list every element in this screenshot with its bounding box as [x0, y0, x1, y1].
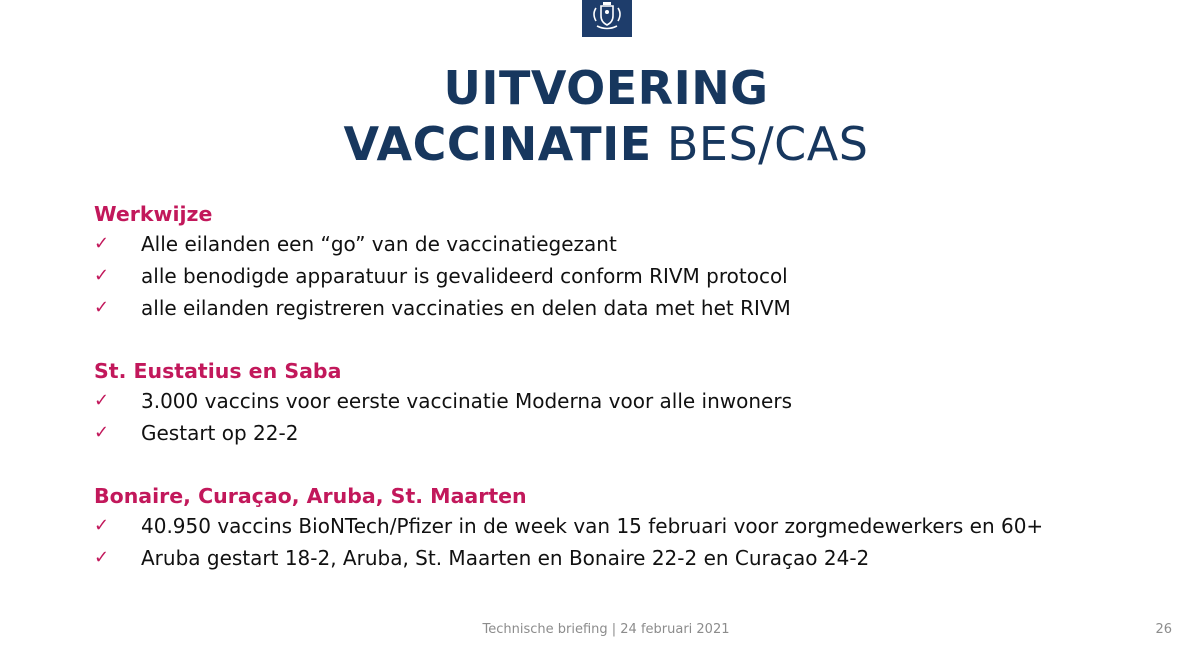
checkmark-icon: ✓	[94, 297, 110, 318]
checkmark-icon: ✓	[94, 547, 110, 568]
list-item	[94, 385, 1194, 417]
bullet-list	[94, 510, 1194, 574]
checkmark-icon: ✓	[94, 390, 110, 411]
section-st-eustatius-saba	[94, 357, 1194, 449]
list-item-text: Gestart op 22-2	[141, 421, 299, 445]
list-item-text: Aruba gestart 18-2, Aruba, St. Maarten en Bonaire 22-2 en Curaçao 24-2	[141, 546, 870, 570]
page-number: 26	[1155, 622, 1172, 637]
list-item	[94, 417, 1194, 449]
list-item-text: Alle eilanden een “go” van de vaccinatiegezant	[141, 232, 617, 256]
list-item-text: alle benodigde apparatuur is gevalideerd conform RIVM protocol	[141, 264, 788, 288]
checkmark-icon: ✓	[94, 422, 110, 443]
bullet-list	[94, 385, 1194, 449]
checkmark-icon: ✓	[94, 515, 110, 536]
title-line-2-light: BES/CAS	[666, 117, 869, 171]
list-item	[94, 292, 1194, 324]
coat-of-arms-icon	[582, 0, 632, 37]
list-item-text: 40.950 vaccins BioNTech/Pfizer in de week van 15 februari voor zorgmedewerkers en 60+	[141, 514, 1044, 538]
section-heading: Werkwijze	[94, 202, 213, 226]
section-heading: St. Eustatius en Saba	[94, 359, 342, 383]
slide-title	[0, 60, 1200, 172]
footer-text: Technische briefing | 24 februari 2021	[482, 622, 730, 637]
slide-content	[94, 200, 1194, 607]
list-item	[94, 260, 1194, 292]
list-item	[94, 228, 1194, 260]
checkmark-icon: ✓	[94, 233, 110, 254]
section-werkwijze	[94, 200, 1194, 324]
bullet-list	[94, 228, 1194, 324]
list-item	[94, 510, 1194, 542]
title-line-1: UITVOERING	[443, 61, 769, 115]
list-item-text: 3.000 vaccins voor eerste vaccinatie Moderna voor alle inwoners	[141, 389, 793, 413]
title-line-2-bold: VACCINATIE	[343, 117, 652, 171]
section-bonaire-curacao-aruba-st-maarten	[94, 482, 1194, 574]
rijksoverheid-logo	[582, 0, 632, 37]
list-item	[94, 542, 1194, 574]
checkmark-icon: ✓	[94, 265, 110, 286]
list-item-text: alle eilanden registreren vaccinaties en delen data met het RIVM	[141, 296, 791, 320]
section-heading: Bonaire, Curaçao, Aruba, St. Maarten	[94, 484, 527, 508]
